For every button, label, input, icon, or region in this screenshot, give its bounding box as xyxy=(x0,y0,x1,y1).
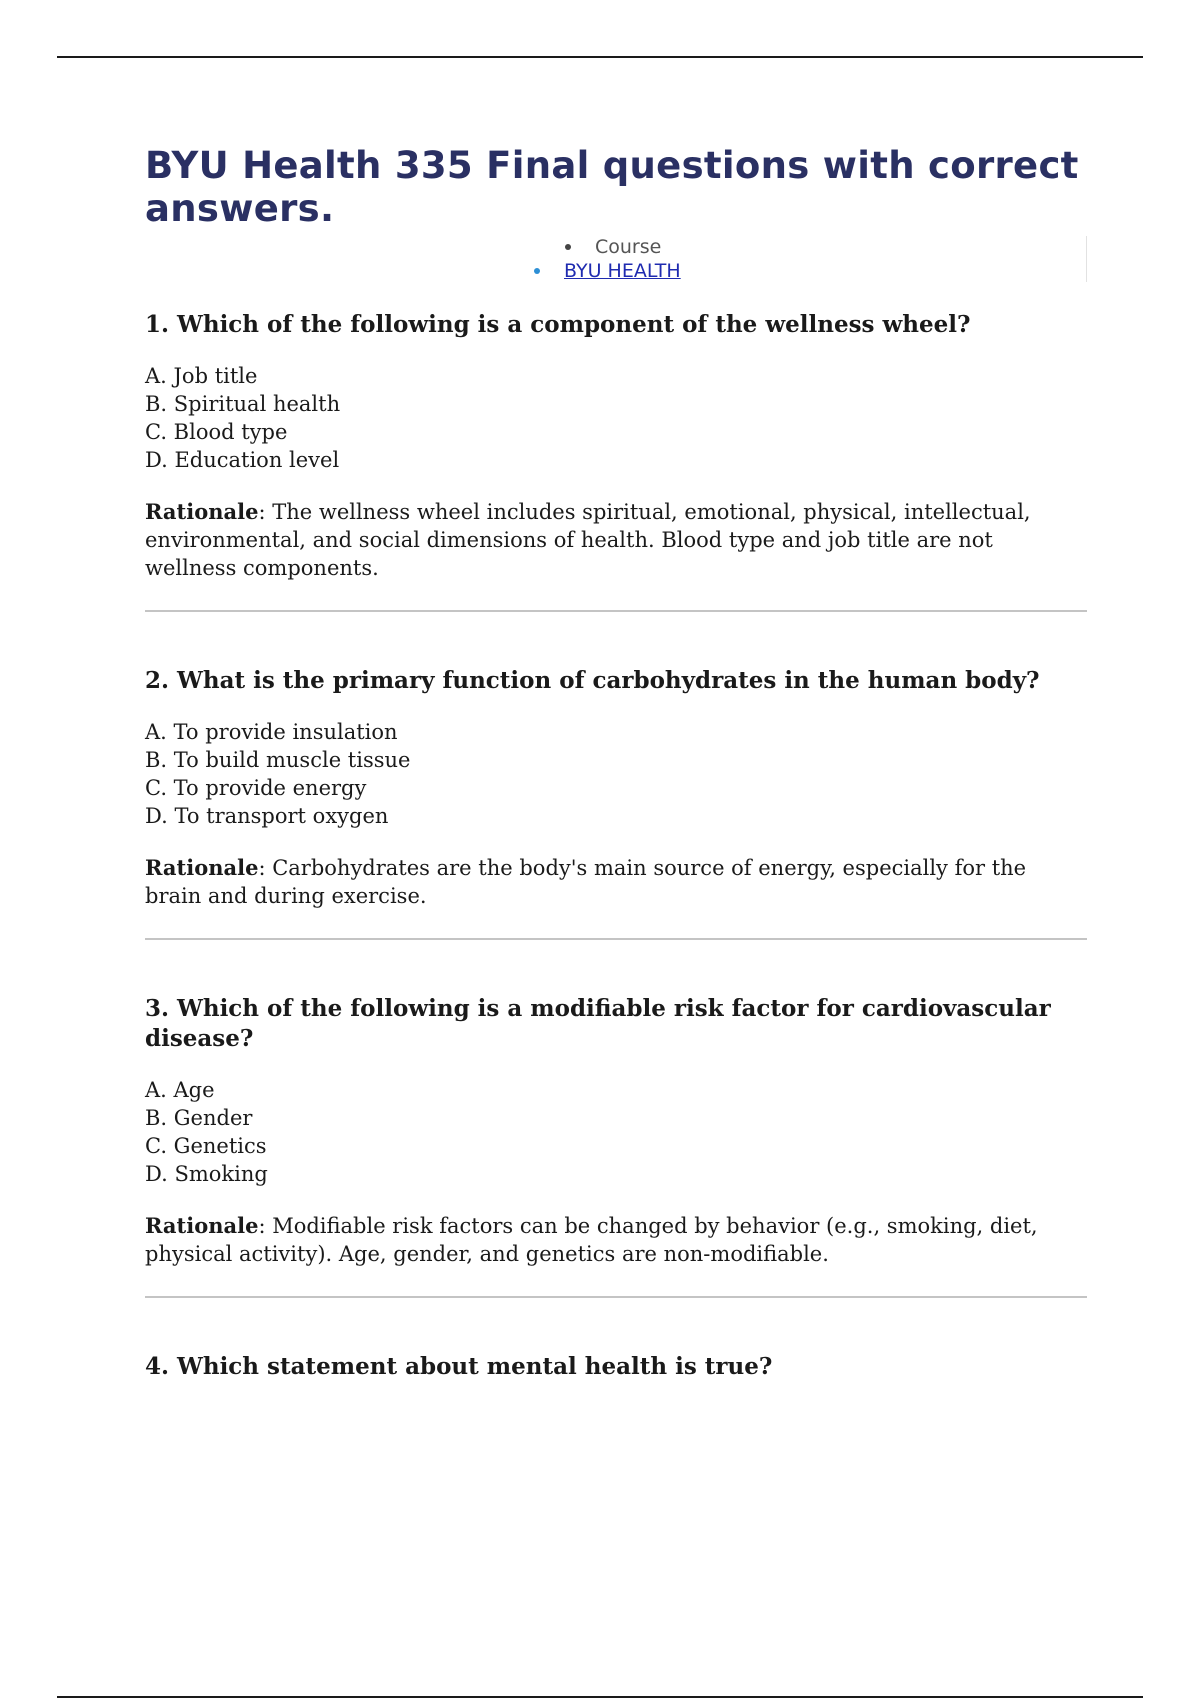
option-d: D. Education level xyxy=(145,448,340,472)
document-body xyxy=(145,144,1087,1404)
meta-divider xyxy=(1086,236,1087,282)
option-b: B. To build muscle tissue xyxy=(145,748,411,772)
rationale xyxy=(145,498,1087,582)
rationale-label: Rationale xyxy=(145,1213,259,1238)
bullet-icon xyxy=(534,268,540,274)
answer-options xyxy=(145,1076,1087,1188)
bullet-icon xyxy=(565,244,571,250)
option-d: D. Smoking xyxy=(145,1162,268,1186)
option-b: B. Spiritual health xyxy=(145,392,341,416)
course-link-item[interactable] xyxy=(534,260,681,282)
rationale-text: : The wellness wheel includes spiritual, emotional, physical, intellectual, environmental, and social dimensions of health. Blood type and job title are not wellness components. xyxy=(145,500,1031,580)
course-label-item xyxy=(565,236,661,258)
rationale-label: Rationale xyxy=(145,499,259,524)
question-4 xyxy=(145,1352,1087,1382)
question-1 xyxy=(145,310,1087,582)
course-label: Course xyxy=(595,236,662,258)
rationale-text: : Modifiable risk factors can be changed by behavior (e.g., smoking, diet, physical activity). Age, gender, and genetics are non-modifiable. xyxy=(145,1214,1038,1266)
page-bottom-rule xyxy=(57,1696,1143,1698)
page-top-rule xyxy=(57,56,1143,58)
question-title: 1. Which of the following is a component of the wellness wheel? xyxy=(145,311,971,338)
option-c: C. Genetics xyxy=(145,1134,267,1158)
option-a: A. To provide insulation xyxy=(145,720,398,744)
answer-options xyxy=(145,362,1087,474)
option-a: A. Age xyxy=(145,1078,215,1102)
option-c: C. To provide energy xyxy=(145,776,367,800)
question-title: 3. Which of the following is a modifiable risk factor for cardiovascular disease? xyxy=(145,995,1051,1052)
question-separator xyxy=(145,1296,1087,1298)
course-link[interactable]: BYU HEALTH xyxy=(564,260,681,282)
question-title: 2. What is the primary function of carbohydrates in the human body? xyxy=(145,667,1040,694)
question-separator xyxy=(145,610,1087,612)
question-title: 4. Which statement about mental health is true? xyxy=(145,1353,773,1380)
rationale xyxy=(145,1212,1087,1268)
option-a: A. Job title xyxy=(145,364,258,388)
course-meta xyxy=(145,236,1087,288)
option-b: B. Gender xyxy=(145,1106,253,1130)
question-2 xyxy=(145,666,1087,910)
answer-options xyxy=(145,718,1087,830)
question-3 xyxy=(145,994,1087,1268)
option-c: C. Blood type xyxy=(145,420,288,444)
page-title: BYU Health 335 Final questions with correct answers. xyxy=(145,144,1079,230)
option-d: D. To transport oxygen xyxy=(145,804,389,828)
question-separator xyxy=(145,938,1087,940)
rationale xyxy=(145,854,1087,910)
rationale-text: : Carbohydrates are the body's main source of energy, especially for the brain and during exercise. xyxy=(145,856,1027,908)
rationale-label: Rationale xyxy=(145,855,259,880)
